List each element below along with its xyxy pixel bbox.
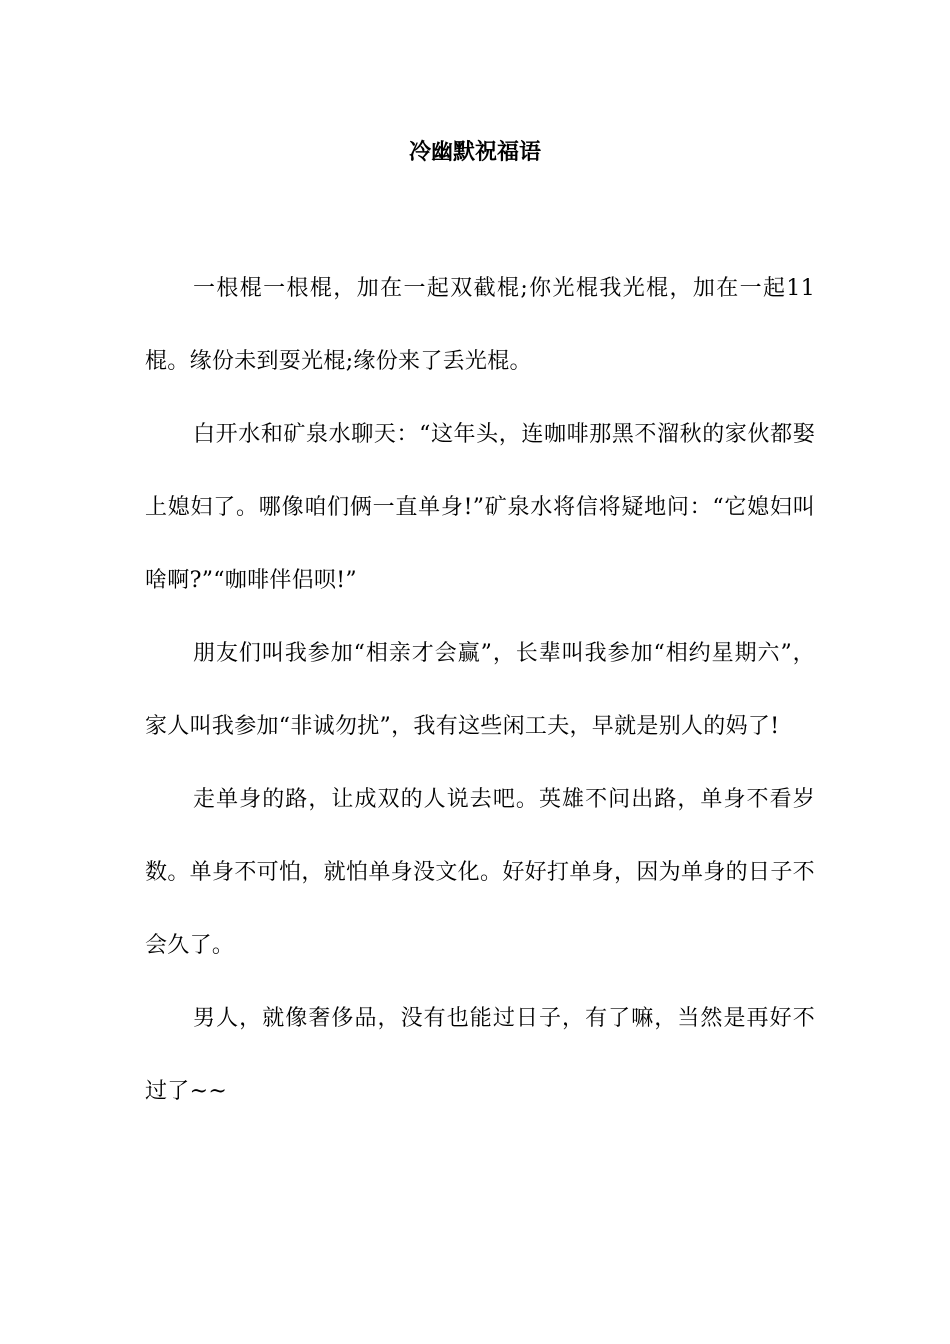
paragraph: 走单身的路，让成双的人说去吧。英雄不问出路，单身不看岁数。单身不可怕，就怕单身没文化。好好打单身，因为单身的日子不会久了。 bbox=[145, 787, 815, 958]
paragraph: 一根棍一根棍，加在一起双截棍;你光棍我光棍，加在一起11棍。缘份未到耍光棍;缘份来了丢光棍。 bbox=[145, 276, 815, 374]
document-body bbox=[145, 252, 815, 1128]
paragraph: 朋友们叫我参加“相亲才会赢”，长辈叫我参加“相约星期六”，家人叫我参加“非诚勿扰”，我有这些闲工夫，早就是别人的妈了! bbox=[145, 641, 815, 739]
document-title: 冷幽默祝福语 bbox=[408, 139, 541, 165]
paragraph: 白开水和矿泉水聊天：“这年头，连咖啡那黑不溜秋的家伙都娶上媳妇了。哪像咱们俩一直单身!”矿泉水将信将疑地问：“它媳妇叫啥啊?”“咖啡伴侣呗!” bbox=[145, 422, 815, 593]
paragraph: 男人，就像奢侈品，没有也能过日子，有了嘛，当然是再好不过了~~ bbox=[145, 1006, 815, 1104]
